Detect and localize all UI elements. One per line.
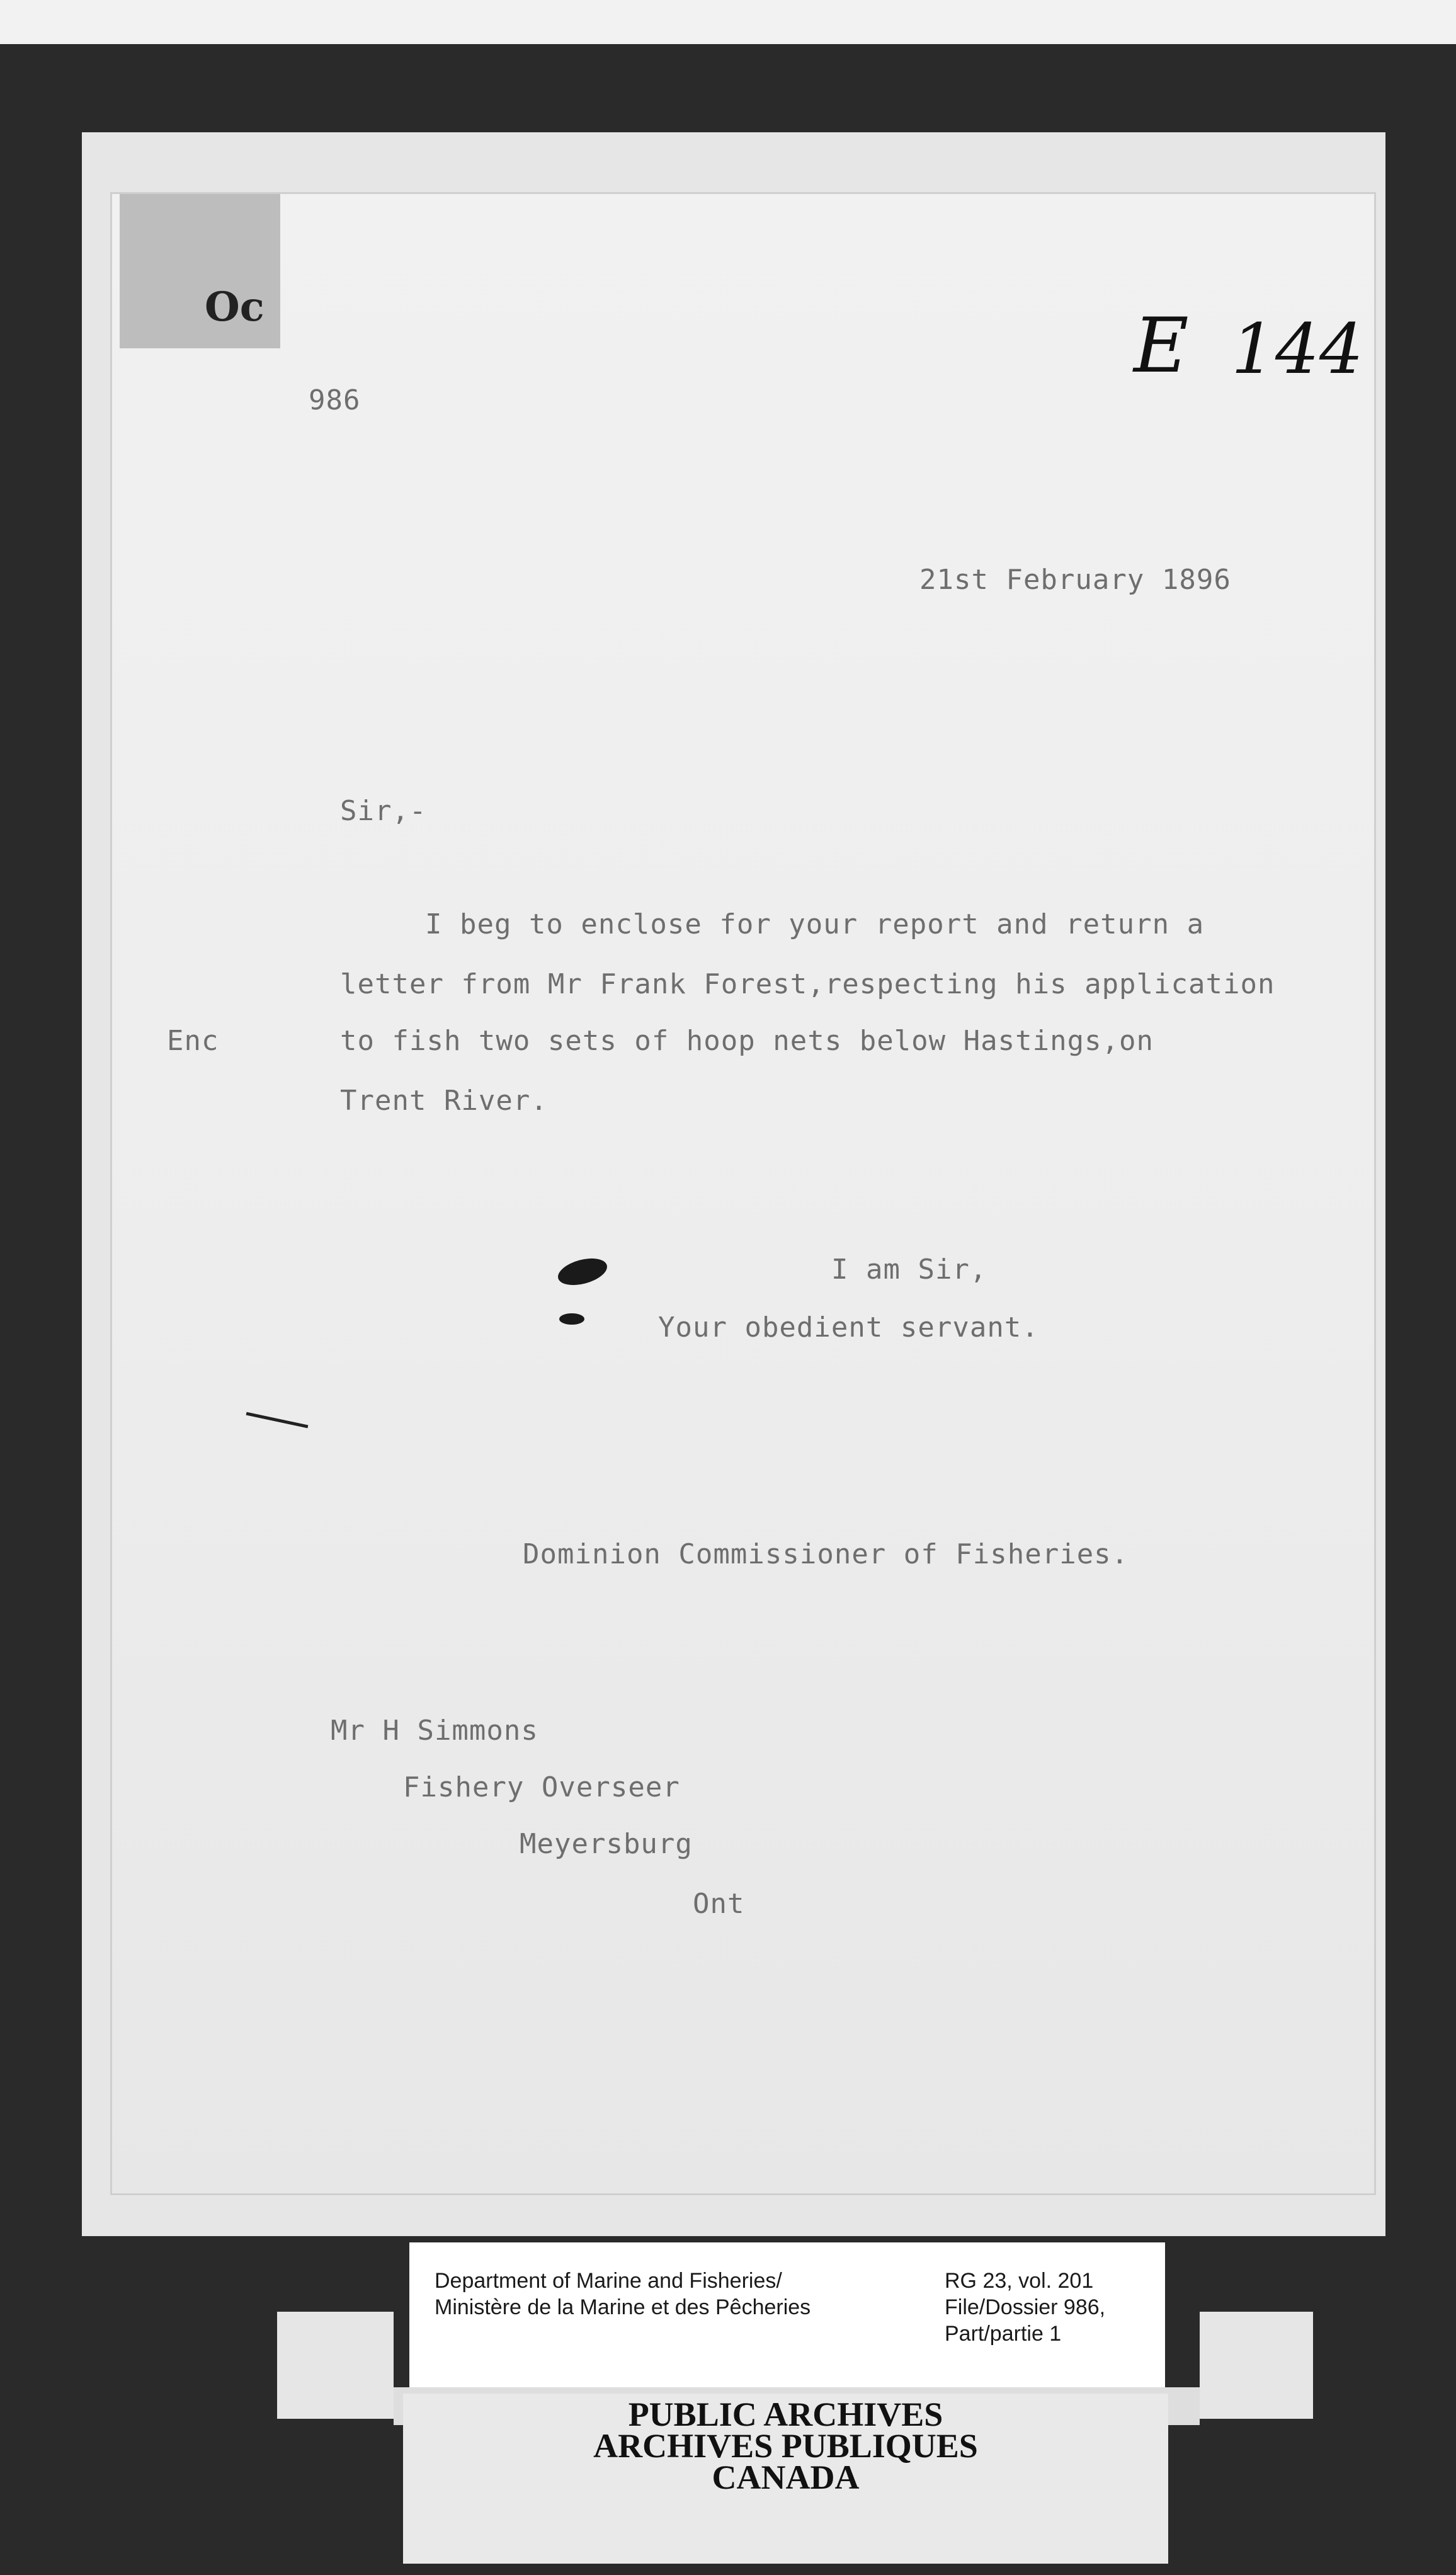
ink-smudge [559,1313,584,1325]
address-line: Ont [693,1888,745,1920]
top-border [0,0,1456,44]
ref-rg: RG 23, vol. 201 [945,2269,1094,2293]
archives-line: PUBLIC ARCHIVES [628,2395,943,2433]
dept-fr: Ministère de la Marine et des Pêcheries [435,2295,811,2319]
handwritten-letter: E [1134,302,1189,390]
archives-line: ARCHIVES PUBLIQUES [593,2427,978,2465]
closing-line: Your obedient servant. [658,1311,1039,1344]
body-line: to fish two sets of hoop nets below Hastings,on [340,1025,1154,1057]
archive-label [409,2242,1165,2387]
address-line: Mr H Simmons [331,1715,538,1747]
ref-file: File/Dossier 986, [945,2295,1106,2319]
file-number: 986 [309,384,361,416]
address-line: Meyersburg [520,1828,693,1860]
margin-note: Enc [167,1025,219,1057]
signature-title: Dominion Commissioner of Fisheries. [523,1538,1129,1570]
archives-line: CANADA [712,2458,860,2496]
body-line: letter from Mr Frank Forest,respecting his application [340,968,1275,1000]
corner-mark: Oc [205,283,264,331]
handwritten-number: 144 [1231,309,1363,389]
base-left [277,2312,394,2419]
address-line: Fishery Overseer [403,1771,680,1803]
dept-en: Department of Marine and Fisheries/ [435,2269,782,2293]
salutation: Sir,- [340,795,427,827]
letter-date: 21st February 1896 [919,564,1231,596]
ref-part: Part/partie 1 [945,2322,1062,2346]
body-line: I beg to enclose for your report and return a [425,908,1205,940]
closing-line: I am Sir, [831,1253,987,1286]
body-line: Trent River. [340,1085,548,1117]
base-right [1200,2312,1313,2419]
archives-stamp [403,2394,1168,2564]
